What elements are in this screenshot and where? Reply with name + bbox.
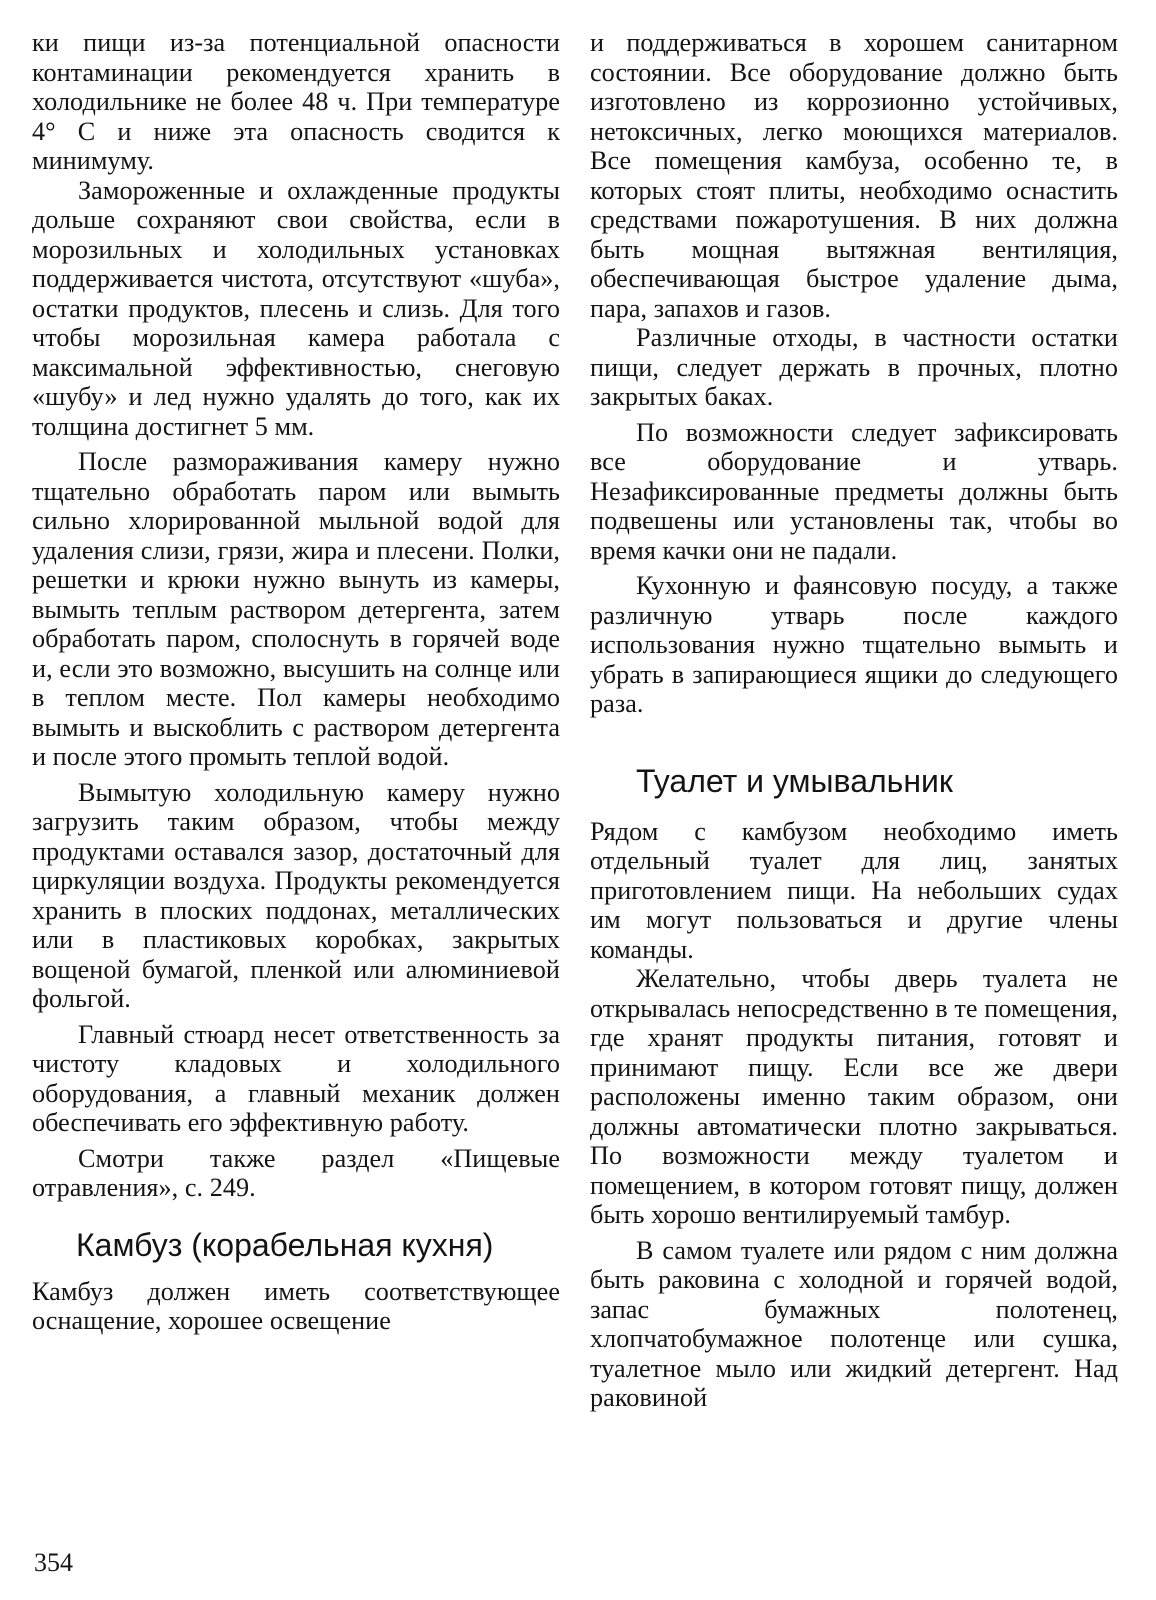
right-column bbox=[590, 28, 1118, 1413]
paragraph: Главный стюард несет ответственность за чистоту кладовых и холодильного оборудования, а главный механик должен обеспечивать его эффективную работу. bbox=[32, 1019, 560, 1137]
paragraph: После размораживания камеру нужно тщательно обработать паром или вымыть сильно хлорированной мыльной водой для удаления слизи, грязи, жира и плесени. Полки, решетки и крюки нужно вынуть из камеры, вымыть теплым раствором детергента, затем обработать паром, сполоснуть в горячей воде и, если это возможно, высушить на солнце или в теплом месте. Пол камеры необходимо вымыть и выскоблить с раствором детергента и после этого промыть теплой водой. bbox=[32, 447, 560, 771]
paragraph: ки пищи из-за потенциальной опасности контаминации рекомендуется хранить в холодильнике не более 48 ч. При температуре 4° С и ниже эта опасность сводится к минимуму. bbox=[32, 28, 560, 175]
paragraph: Вымытую холодильную камеру нужно загрузить таким образом, чтобы между продуктами оставался зазор, достаточный для циркуляции воздуха. Продукты рекомендуется хранить в плоских поддонах, металлических или в пластиковых коробках, закрытых вощеной бумагой, пленкой или алюминиевой фольгой. bbox=[32, 777, 560, 1013]
paragraph: Рядом с камбузом необходимо иметь отдельный туалет для лиц, занятых приготовлением пищи. На небольших судах им могут пользоваться и другие члены команды. bbox=[590, 816, 1118, 964]
page-number: 354 bbox=[34, 1548, 73, 1577]
paragraph: и поддерживаться в хорошем санитарном состоянии. Все оборудование должно быть изготовлено из коррозионно устойчивых, нетоксичных, легко моющихся материалов. Все помещения камбуза, особенно те, в которых стоят плиты, необходимо оснастить средствами пожаротушения. В них должна быть мощная вытяжная вентиляция, обеспечивающая быстрое удаление дыма, пара, запахов и газов. bbox=[590, 28, 1118, 323]
paragraph: По возможности следует зафиксировать все оборудование и утварь. Незафиксированные предметы должны быть подвешены или установлены так, чтобы во время качки они не падали. bbox=[590, 417, 1118, 565]
section-heading: Туалет и умывальник bbox=[636, 762, 953, 799]
paragraph: Замороженные и охлажденные продукты дольше сохраняют свои свойства, если в морозильных и холодильных установках поддерживается чистота, отсутствуют «шуба», остатки продуктов, плесень и слизь. Для того чтобы морозильная камера работала с максимальной эффективностью, снеговую «шубу» и лед нужно удалять до того, как их толщина достигнет 5 мм. bbox=[32, 175, 560, 441]
left-column bbox=[32, 28, 560, 1336]
paragraph: Кухонную и фаянсовую посуду, а также различную утварь после каждого использования нужно тщательно вымыть и убрать в запирающиеся ящики до следующего раза. bbox=[590, 571, 1118, 718]
paragraph: Желательно, чтобы дверь туалета не открывалась непосредственно в те помещения, где хранят продукты питания, готовят и принимают пищу. Если все же двери расположены именно таким образом, они должны автоматически плотно закрываться. По возможности между туалетом и помещением, в котором готовят пищу, должен быть хорошо вентилируемый тамбур. bbox=[590, 964, 1118, 1229]
paragraph: Смотри также раздел «Пищевые отравления», с. 249. bbox=[32, 1143, 560, 1202]
paragraph: Различные отходы, в частности остатки пищи, следует держать в прочных, плотно закрытых баках. bbox=[590, 323, 1118, 411]
paragraph: Камбуз должен иметь соответствующее оснащение, хорошее освещение bbox=[32, 1276, 560, 1335]
paragraph: В самом туалете или рядом с ним должна быть раковина с холодной и горячей водой, запас бумажных полотенец, хлопчатобумажное полотенце или сушка, туалетное мыло или жидкий детергент. Над раковиной bbox=[590, 1235, 1118, 1412]
section-heading: Камбуз (корабельная кухня) bbox=[76, 1226, 494, 1263]
